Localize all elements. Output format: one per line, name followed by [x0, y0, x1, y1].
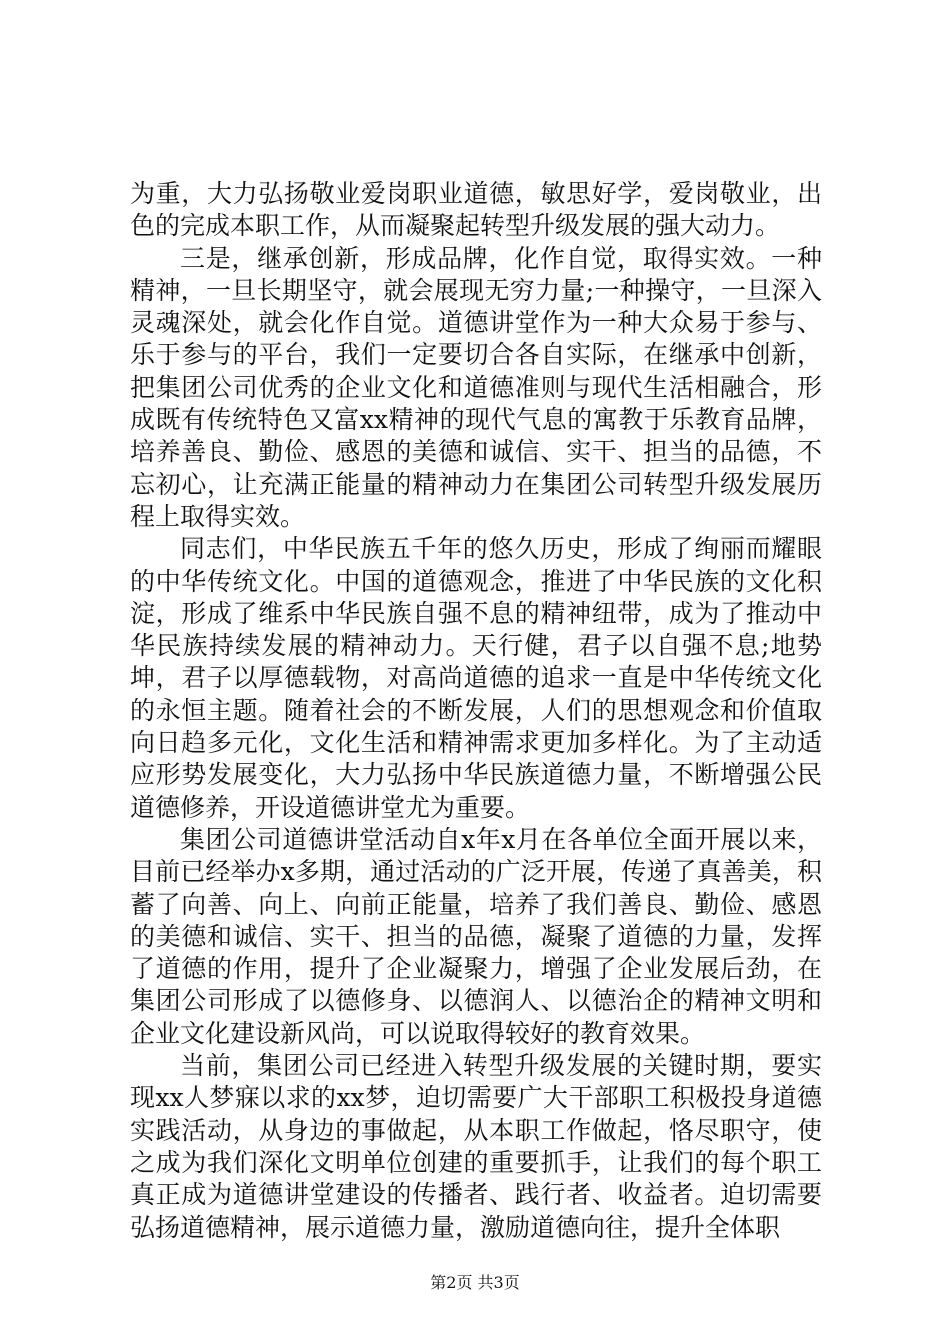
paragraph: 当前，集团公司已经进入转型升级发展的关键时期，要实现xx人梦寐以求的xx梦，迫切需要广大干部职工积极投身道德实践活动，从身边的事做起，从本职工作做起，恪尽职守，使之成为我们深化文明单位创建的重要抓手，让我们的每个职工真正成为道德讲堂建设的传播者、践行者、收益者。迫切需要弘扬道德精神，展示道德力量，激励道德向往，提升全体职: [130, 1051, 822, 1242]
paragraph: 同志们，中华民族五千年的悠久历史，形成了绚丽而耀眼的中华传统文化。中国的道德观念，推进了中华民族的文化积淀，形成了维系中华民族自强不息的精神纽带，成为了推动中华民族持续发展的精神动力。天行健，君子以自强不息;地势坤，君子以厚德载物，对高尚道德的追求一直是中华传统文化的永恒主题。随着社会的不断发展，人们的思想观念和价值取向日趋多元化，文化生活和精神需求更加多样化。为了主动适应形势发展变化，大力弘扬中华民族道德力量，不断增强公民道德修养，开设道德讲堂尤为重要。: [130, 534, 822, 822]
paragraph: 集团公司道德讲堂活动自x年x月在各单位全面开展以来，目前已经举办x多期，通过活动的广泛开展，传递了真善美，积蓄了向善、向上、向前正能量，培养了我们善良、勤俭、感恩的美德和诚信、实干、担当的品德，凝聚了道德的力量，发挥了道德的作用，提升了企业凝聚力，增强了企业发展后劲，在集团公司形成了以德修身、以德润人、以德治企的精神文明和企业文化建设新风尚，可以说取得较好的教育效果。: [130, 824, 822, 1048]
page-number-footer: 第2页 共3页: [430, 1273, 520, 1292]
paragraph-continued: 为重，大力弘扬敬业爱岗职业道德，敏思好学，爱岗敬业，出色的完成本职工作，从而凝聚起转型升级发展的强大动力。: [130, 179, 822, 241]
document-body: [130, 178, 822, 1244]
paragraph: 三是，继承创新，形成品牌，化作自觉，取得实效。一种精神，一旦长期坚守，就会展现无穷力量;一种操守，一旦深入灵魂深处，就会化作自觉。道德讲堂作为一种大众易于参与、乐于参与的平台，我们一定要切合各自实际，在继承中创新，把集团公司优秀的企业文化和道德准则与现代生活相融合，形成既有传统特色又富xx精神的现代气息的寓教于乐教育品牌，培养善良、勤俭、感恩的美德和诚信、实干、担当的品德，不忘初心，让充满正能量的精神动力在集团公司转型升级发展历程上取得实效。: [130, 243, 822, 531]
